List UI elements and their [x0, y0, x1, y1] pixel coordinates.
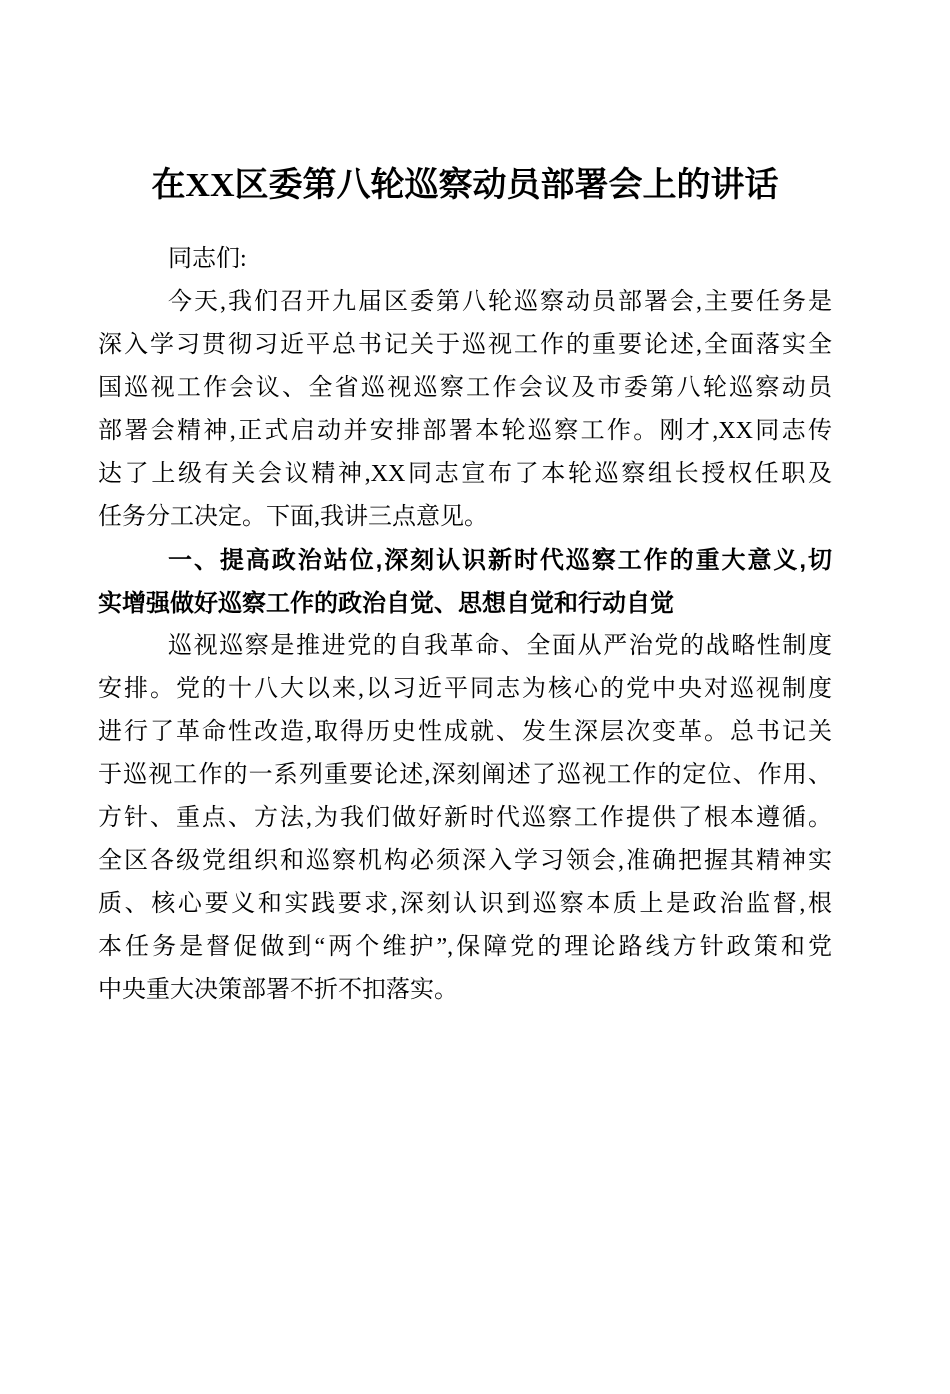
text-line: 本任务是督促做到“两个维护”,保障党的理论路线方针政策和党 — [98, 934, 832, 960]
text-line: 全区各级党组织和巡察机构必须深入学习领会,准确把握其精神实 — [98, 848, 832, 874]
text-line: 于巡视工作的一系列重要论述,深刻阐述了巡视工作的定位、作用、 — [98, 762, 832, 788]
text-line: 安排。党的十八大以来,以习近平同志为核心的党中央对巡视制度 — [98, 676, 832, 702]
text-line: 国巡视工作会议、全省巡视巡察工作会议及市委第八轮巡察动员 — [98, 375, 832, 401]
text-line: 达了上级有关会议精神,XX同志宣布了本轮巡察组长授权任职及 — [98, 461, 832, 487]
document-title: 在XX区委第八轮巡察动员部署会上的讲话 — [151, 167, 779, 204]
text-line: 巡视巡察是推进党的自我革命、全面从严治党的战略性制度 — [168, 633, 832, 659]
text-line: 今天,我们召开九届区委第八轮巡察动员部署会,主要任务是 — [168, 289, 832, 315]
text-line: 中央重大决策部署不折不扣落实。 — [98, 977, 458, 1003]
section-heading-line: 实增强做好巡察工作的政治自觉、思想自觉和行动自觉 — [98, 590, 674, 617]
text-line: 进行了革命性改造,取得历史性成就、发生深层次变革。总书记关 — [98, 719, 832, 745]
text-line: 任务分工决定。下面,我讲三点意见。 — [98, 504, 488, 530]
document-body — [98, 238, 832, 1012]
text-line: 方针、重点、方法,为我们做好新时代巡察工作提供了根本遵循。 — [98, 805, 832, 831]
text-line: 部署会精神,正式启动并安排部署本轮巡察工作。刚才,XX同志传 — [98, 418, 832, 444]
text-line: 深入学习贯彻习近平总书记关于巡视工作的重要论述,全面落实全 — [98, 332, 832, 358]
text-line: 质、核心要义和实践要求,深刻认识到巡察本质上是政治监督,根 — [98, 891, 832, 917]
document-page — [0, 164, 950, 1394]
text-line: 同志们: — [168, 246, 247, 272]
section-heading-line: 一、提高政治站位,深刻认识新时代巡察工作的重大意义,切 — [168, 547, 832, 574]
